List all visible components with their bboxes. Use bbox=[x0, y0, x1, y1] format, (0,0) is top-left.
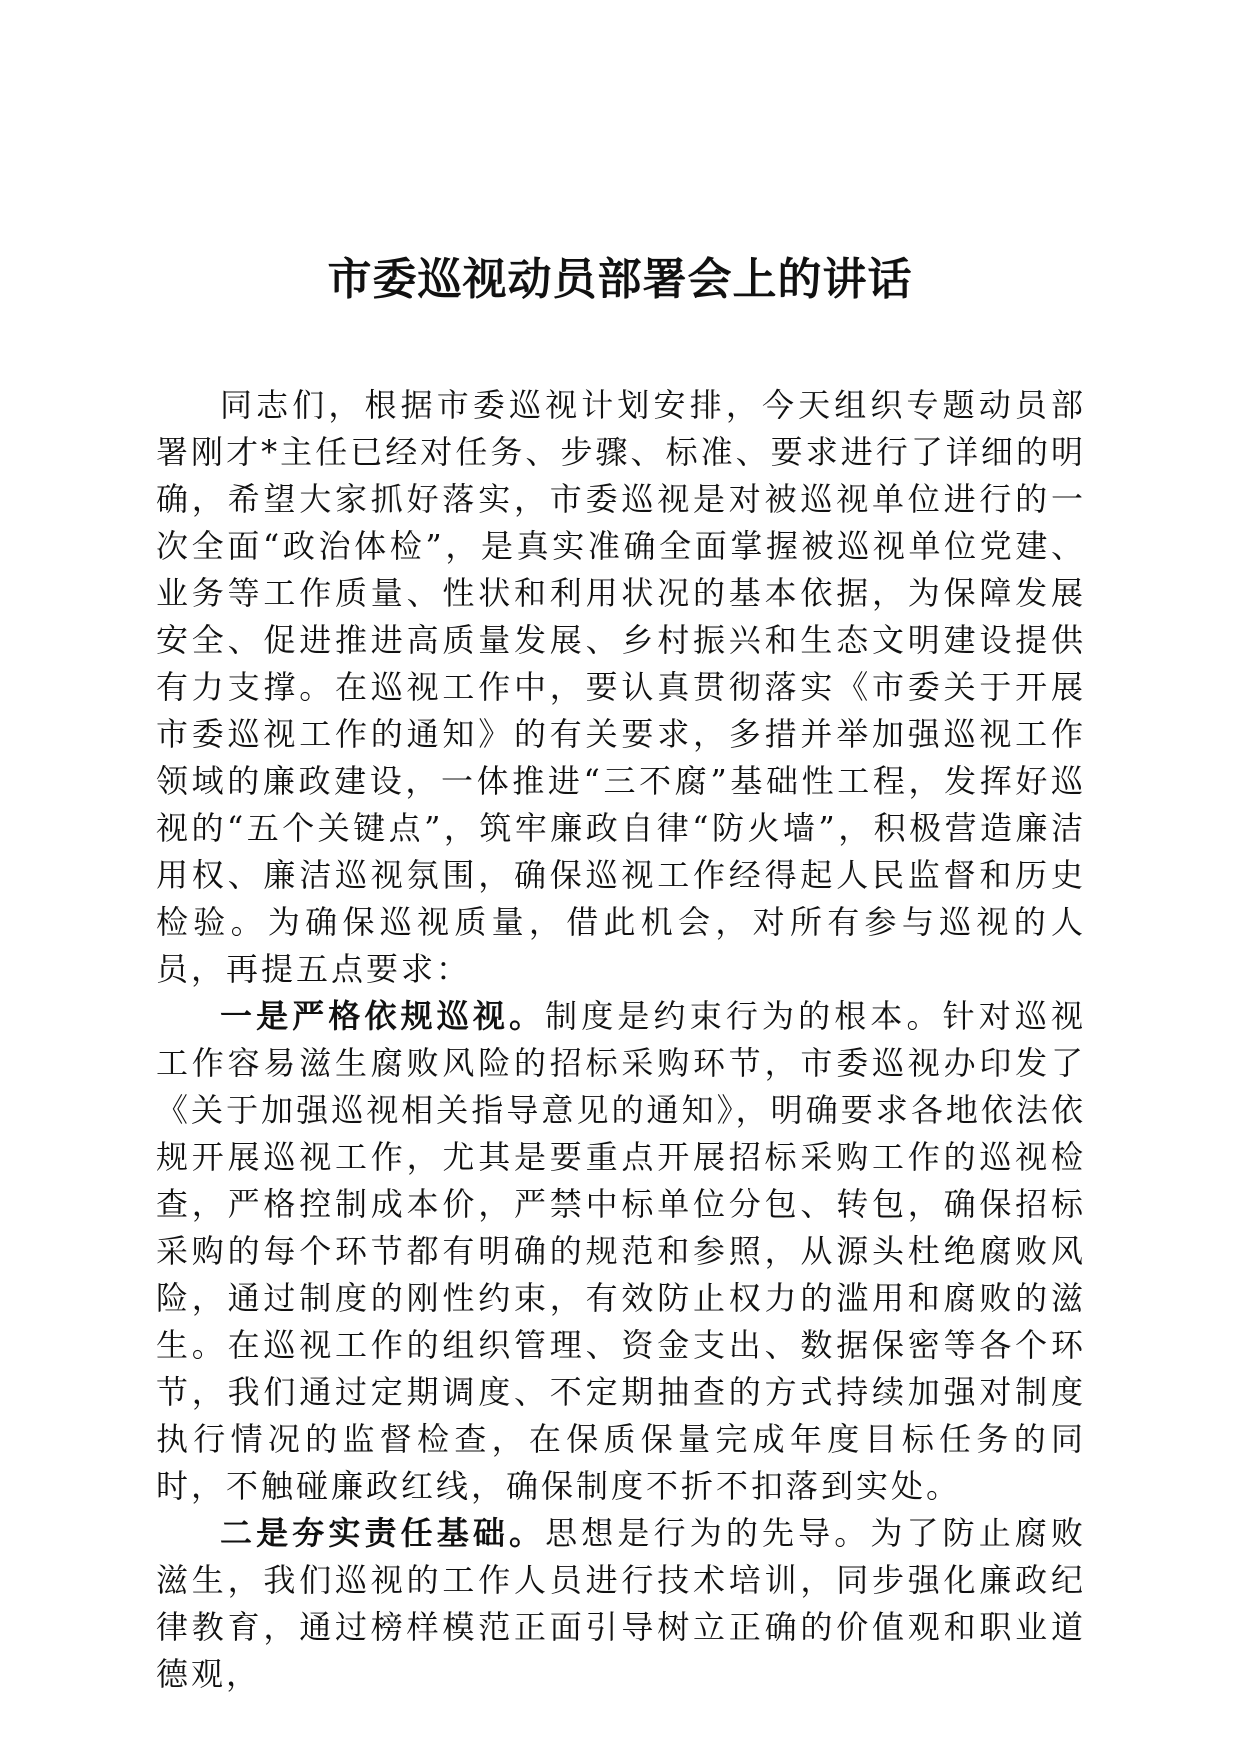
point-two-text: 思想是行为的先导。为了防止腐败滋生，我们巡视的工作人员进行技术培训，同步强化廉政纪律教育，通过榜样模范正面引导树立正确的价值观和职业道德观， bbox=[156, 1514, 1086, 1693]
point-one-text: 制度是约束行为的根本。针对巡视工作容易滋生腐败风险的招标采购环节，市委巡视办印发了《关于加强巡视相关指导意见的通知》，明确要求各地依法依规开展巡视工作，尤其是要重点开展招标采购工作的巡视检查，严格控制成本价，严禁中标单位分包、转包，确保招标采购的每个环节都有明确的规范和参照，从源头杜绝腐败风险，通过制度的刚性约束，有效防止权力的滥用和腐败的滋生。在巡视工作的组织管理、资金支出、数据保密等各个环节，我们通过定期调度、不定期抽查的方式持续加强对制度执行情况的监督检查，在保质保量完成年度目标任务的同时，不触碰廉政红线，确保制度不折不扣落到实处。 bbox=[156, 997, 1086, 1505]
point-two-heading: 二是夯实责任基础。 bbox=[220, 1514, 546, 1552]
paragraph-point-one bbox=[156, 993, 1086, 1510]
paragraph-intro-text: 同志们，根据市委巡视计划安排，今天组织专题动员部署刚才*主任已经对任务、步骤、标准、要求进行了详细的明确，希望大家抓好落实，市委巡视是对被巡视单位进行的一次全面“政治体检”，是真实准确全面掌握被巡视单位党建、业务等工作质量、性状和利用状况的基本依据，为保障发展安全、促进推进高质量发展、乡村振兴和生态文明建设提供有力支撑。在巡视工作中，要认真贯彻落实《市委关于开展市委巡视工作的通知》的有关要求，多措并举加强巡视工作领域的廉政建设，一体推进“三不腐”基础性工程，发挥好巡视的“五个关键点”，筑牢廉政自律“防火墙”，积极营造廉洁用权、廉洁巡视氛围，确保巡视工作经得起人民监督和历史检验。为确保巡视质量，借此机会，对所有参与巡视的人员，再提五点要求： bbox=[156, 386, 1086, 988]
document-title: 市委巡视动员部署会上的讲话 bbox=[327, 254, 913, 305]
paragraph-intro bbox=[156, 382, 1086, 993]
point-one-heading: 一是严格依规巡视。 bbox=[220, 997, 546, 1035]
paragraph-point-two bbox=[156, 1510, 1086, 1698]
document-body bbox=[156, 382, 1086, 1698]
